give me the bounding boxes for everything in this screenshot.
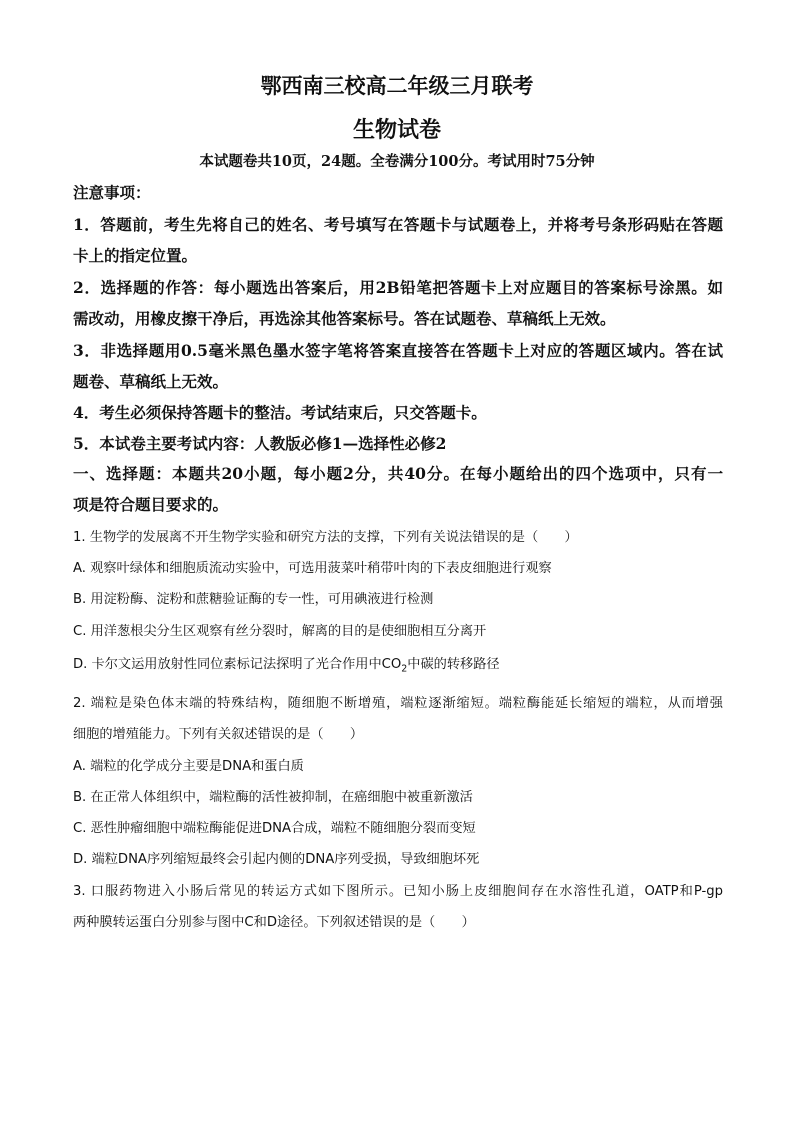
- notice-line: 卡上的指定位置。: [73, 246, 198, 265]
- notice-heading: 注意事项：: [73, 183, 151, 202]
- question-3-stem: 两种膜转运蛋白分别参与图中C和D途径。下列叙述错误的是（ ）: [73, 915, 475, 930]
- exam-info: 本试题卷共10页，24题。全卷满分100分。考试用时75分钟: [199, 153, 595, 170]
- section-heading: 项是符合题目要求的。: [73, 495, 229, 514]
- notice-line: 5．本试卷主要考试内容：人教版必修1—选择性必修2: [73, 434, 447, 453]
- section-heading: 一、选择题：本题共20小题，每小题2分，共40分。在每小题给出的四个选项中，只有一: [73, 464, 723, 483]
- notice-line: 需改动，用橡皮擦干净后，再选涂其他答案标号。答在试题卷、草稿纸上无效。: [73, 309, 616, 328]
- question-1-option-d-text-end: 中碳的转移路径: [407, 657, 500, 672]
- question-2-option-c: C. 恶性肿瘤细胞中端粒酶能促进DNA合成，端粒不随细胞分裂而变短: [73, 821, 476, 836]
- question-1-stem: 1. 生物学的发展离不开生物学实验和研究方法的支撑，下列有关说法错误的是（ ）: [73, 530, 578, 545]
- question-3-stem: 3. 口服药物进入小肠后常见的转运方式如下图所示。已知小肠上皮细胞间存在水溶性孔道，OATP和P-gp: [73, 884, 723, 899]
- question-2-stem: 细胞的增殖能力。下列有关叙述错误的是（ ）: [73, 727, 364, 742]
- exam-title: 鄂西南三校高二年级三月联考: [260, 73, 534, 98]
- question-2-stem: 2. 端粒是染色体末端的特殊结构，随细胞不断增殖，端粒逐渐缩短。端粒酶能延长缩短的端粒，从而增强: [73, 696, 723, 711]
- notice-line: 4．考生必须保持答题卡的整洁。考试结束后，只交答题卡。: [73, 403, 487, 422]
- question-1-option-b: B. 用淀粉酶、淀粉和蔗糖验证酶的专一性，可用碘液进行检测: [73, 592, 434, 607]
- subject-title: 生物试卷: [352, 117, 441, 143]
- question-2-option-b: B. 在正常人体组织中，端粒酶的活性被抑制，在癌细胞中被重新激活: [73, 790, 473, 805]
- question-1-option-c: C. 用洋葱根尖分生区观察有丝分裂时，解离的目的是使细胞相互分离开: [73, 624, 487, 639]
- notice-line: 题卷、草稿纸上无效。: [73, 372, 229, 391]
- question-1-option-d-text: D. 卡尔文运用放射性同位素标记法探明了光合作用中CO: [73, 657, 402, 672]
- co2-subscript: 2: [401, 663, 408, 675]
- question-1-option-a: A. 观察叶绿体和细胞质流动实验中，可选用菠菜叶稍带叶肉的下表皮细胞进行观察: [73, 561, 552, 576]
- notice-line: 3．非选择题用0.5毫米黑色墨水签字笔将答案直接答在答题卡上对应的答题区域内。答在试: [73, 341, 723, 360]
- question-2-option-a: A. 端粒的化学成分主要是DNA和蛋白质: [73, 759, 304, 774]
- question-1-option-d: [73, 653, 723, 675]
- notice-line: 1．答题前，考生先将自己的姓名、考号填写在答题卡与试题卷上，并将考号条形码贴在答题: [73, 215, 723, 234]
- question-2-option-d: D. 端粒DNA序列缩短最终会引起内侧的DNA序列受损，导致细胞坏死: [73, 852, 480, 867]
- notice-line: 2．选择题的作答：每小题选出答案后，用2B铅笔把答题卡上对应题目的答案标号涂黑。如: [73, 278, 723, 297]
